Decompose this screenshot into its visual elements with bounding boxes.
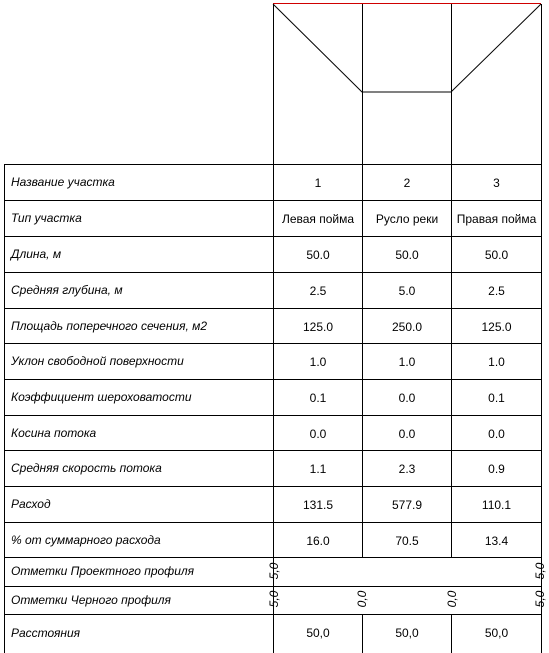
row-value: 3 bbox=[493, 176, 500, 190]
row-value: 13.4 bbox=[484, 534, 509, 548]
row-label: Площадь поперечного сечения, м2 bbox=[11, 319, 208, 333]
row-value: 2.5 bbox=[488, 284, 505, 298]
distances-label: Расстояния bbox=[11, 626, 81, 640]
row-value: 5.0 bbox=[398, 284, 416, 298]
row-value: 50.0 bbox=[306, 248, 330, 262]
row-value: 70.5 bbox=[395, 534, 419, 548]
row-value: 1.0 bbox=[488, 355, 505, 369]
distance-value: 50,0 bbox=[306, 626, 330, 640]
row-value: 2.5 bbox=[309, 284, 327, 298]
black-profile-mark-4: 5,0 bbox=[533, 590, 547, 608]
row-value: 1.0 bbox=[398, 355, 416, 369]
row-value: Левая пойма bbox=[281, 212, 355, 226]
row-label: Коэффициент шероховатости bbox=[11, 390, 192, 404]
row-value: 0.0 bbox=[398, 391, 416, 405]
row-value: 2.3 bbox=[398, 462, 416, 476]
row-label: Средняя глубина, м bbox=[11, 283, 123, 297]
row-value: 0.1 bbox=[309, 391, 327, 405]
row-value: 125.0 bbox=[481, 320, 512, 334]
row-label: Косина потока bbox=[11, 426, 97, 440]
black-profile-label: Отметки Черного профиля bbox=[11, 593, 171, 607]
row-value: 1.1 bbox=[309, 462, 327, 476]
channel-profile bbox=[273, 4, 541, 92]
row-label: Средняя скорость потока bbox=[11, 461, 162, 475]
distance-value: 50,0 bbox=[484, 626, 509, 640]
row-value: 1 bbox=[314, 176, 322, 190]
row-value: 0.1 bbox=[488, 391, 505, 405]
row-value: 125.0 bbox=[302, 320, 334, 334]
row-label: Расход bbox=[11, 497, 51, 511]
row-value: 131.5 bbox=[302, 498, 334, 512]
row-value: 110.1 bbox=[481, 498, 512, 512]
row-label: Длина, м bbox=[11, 247, 62, 261]
black-profile-mark-3: 0,0 bbox=[445, 590, 459, 608]
row-value: 0.0 bbox=[309, 427, 327, 441]
distance-value: 50,0 bbox=[395, 626, 419, 640]
row-value: 0.9 bbox=[488, 462, 505, 476]
row-value: 577.9 bbox=[391, 498, 423, 512]
row-value: 1.0 bbox=[309, 355, 327, 369]
row-label: Уклон свободной поверхности bbox=[11, 354, 184, 368]
row-label: Название участка bbox=[11, 175, 115, 189]
row-value: 2 bbox=[403, 176, 411, 190]
row-label: % от суммарного расхода bbox=[11, 533, 161, 547]
row-value: Правая пойма bbox=[456, 212, 537, 226]
design-profile-label: Отметки Проектного профиля bbox=[11, 564, 195, 578]
design-profile-left-mark: 5,0 bbox=[267, 562, 281, 580]
row-value: 0.0 bbox=[488, 427, 505, 441]
row-value: 250.0 bbox=[391, 320, 423, 334]
row-value: 50.0 bbox=[395, 248, 419, 262]
row-value: 16.0 bbox=[306, 534, 330, 548]
row-value: 50.0 bbox=[484, 248, 509, 262]
row-value: 0.0 bbox=[398, 427, 416, 441]
black-profile-mark-1: 5,0 bbox=[267, 590, 281, 608]
row-value: Русло реки bbox=[375, 212, 439, 226]
design-profile-right-mark: 5,0 bbox=[533, 562, 547, 580]
row-label: Тип участка bbox=[11, 211, 82, 225]
black-profile-mark-2: 0,0 bbox=[355, 590, 369, 608]
